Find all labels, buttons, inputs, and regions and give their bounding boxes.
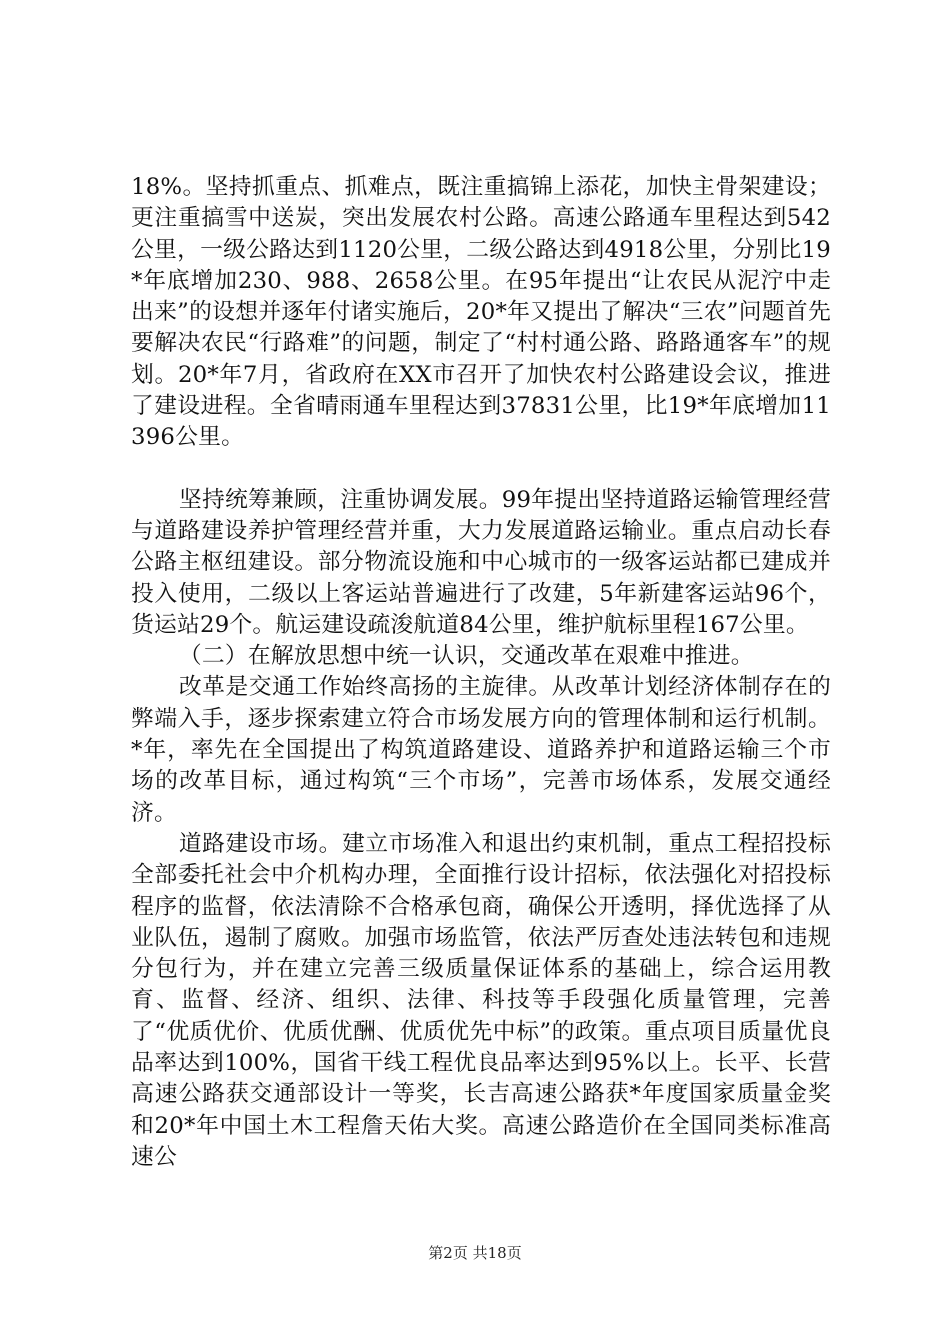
paragraph-highway-mileage: 18%。坚持抓重点、抓难点，既注重搞锦上添花，加快主骨架建设；更注重搞雪中送炭，突出发展农村公路。高速公路通车里程达到542公里，一级公路达到1120公里，二级公路达到4918公里，分别比19*年底增加230、988、2658公里。在95年提出“让农民从泥泞中走出来”的设想并逐年付诸实施后，20*年又提出了解决“三农”问题首先要解决农民“行路难”的问题，制定了“村村通公路、路路通客车”的规划。20*年7月，省政府在XX市召开了加快农村公路建设会议，推进了建设进程。全省晴雨通车里程达到37831公里，比19*年底增加11396公里。 [131,174,831,451]
paragraph-road-construction-market: 道路建设市场。建立市场准入和退出约束机制，重点工程招投标全部委托社会中介机构办理，全面推行设计招标，依法强化对招投标程序的监督，依法清除不合格承包商，确保公开透明，择优选择了从业队伍，遏制了腐败。加强市场监管，依法严厉查处违法转包和违规分包行为，并在建立完善三级质量保证体系的基础上，综合运用教育、监督、经济、组织、法律、科技等手段强化质量管理，完善了“优质优价、优质优酬、优质优先中标”的政策。重点项目质量优良品率达到100%，国省干线工程优良品率达到95%以上。长平、长营高速公路获交通部设计一等奖，长吉高速公路获*年度国家质量金奖和20*年中国土木工程詹天佑大奖。高速公路造价在全国同类标准高速公 [131,830,831,1170]
section-heading-reform: （二）在解放思想中统一认识，交通改革在艰难中推进。 [178,643,754,670]
paragraph-coordinated-development: 坚持统筹兼顾，注重协调发展。99年提出坚持道路运输管理经营与道路建设养护管理经营并重，大力发展道路运输业。重点启动长春公路主枢纽建设。部分物流设施和中心城市的一级客运站都已建成并投入使用，二级以上客运站普遍进行了改建，5年新建客运站96个，货运站29个。航运建设疏浚航道84公里，维护航标里程167公里。 [131,486,831,638]
page-footer: 第2页 共18页 [428,1244,522,1262]
paragraph-reform-theme: 改革是交通工作始终高扬的主旋律。从改革计划经济体制存在的弊端入手，逐步探索建立符合市场发展方向的管理体制和运行机制。*年，率先在全国提出了构筑道路建设、道路养护和道路运输三个市场的改革目标，通过构筑“三个市场”，完善市场体系，发展交通经济。 [131,674,831,826]
document-body [131,172,831,1173]
